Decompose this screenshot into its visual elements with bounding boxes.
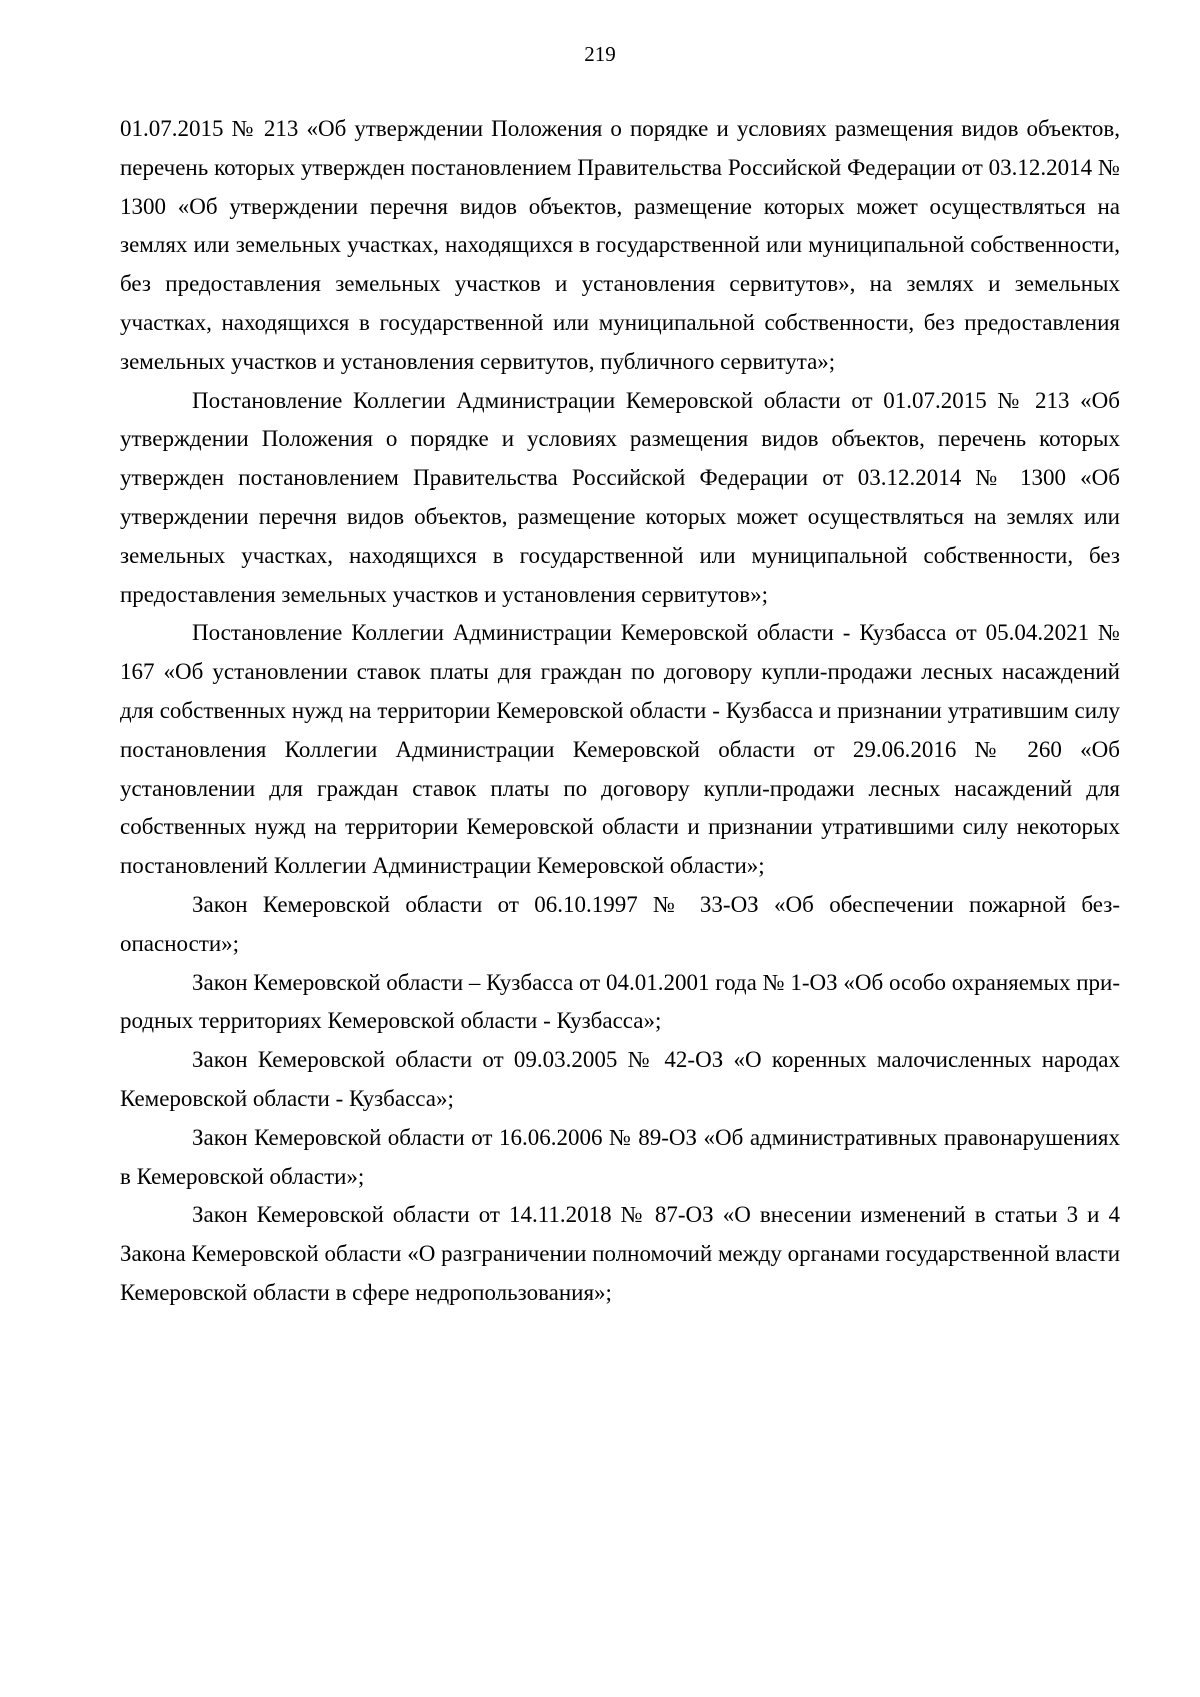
paragraph-law-89-oz: Закон Кемеровской области от 16.06.2006 № 89-ОЗ «Об административных правонарушениях в Кемеровской области»; <box>120 1124 1120 1189</box>
paragraph-law-87-oz: Закон Кемеровской области от 14.11.2018 № 87-ОЗ «О внесении изменений в статьи 3 и 4 Закона Кемеровской области «О разграничении полномочий между органами государственной власти Кемеровской области в сфере недропользования»; <box>120 1202 1120 1305</box>
paragraph-law-1-oz: Закон Кемеровской области – Кузбасса от 04.01.2001 года № 1-ОЗ «Об особо охраняемых при-родных территориях Кемеровской области - Кузбасса»; <box>120 969 1120 1034</box>
page-number: 219 <box>584 42 616 66</box>
paragraph-resolution-213: Постановление Коллегии Администрации Кемеровской области от 01.07.2015 № 213 «Об утверждении Положения о порядке и условиях размещения видов объектов, перечень которых утвержден постановлением Правительства Российской Федерации от 03.12.2014 № 1300 «Об утверждении перечня видов объектов, размещение которых может осуществляться на землях или земельных участках, находящихся в государственной или муниципальной собственности, без предоставления земельных участков и установления сервитутов»; <box>120 387 1120 607</box>
document-body <box>120 110 1120 1313</box>
paragraph-law-33-oz: Закон Кемеровской области от 06.10.1997 № 33-ОЗ «Об обеспечении пожарной безопасности»; <box>120 891 1120 956</box>
paragraph-continuation: 01.07.2015 № 213 «Об утверждении Положения о порядке и условиях размещения видов объектов, перечень которых утвержден постановлением Правительства Российской Федерации от 03.12.2014 № 1300 «Об утверждении перечня видов объектов, размещение которых может осуществляться на землях или земельных участках, находящихся в государственной или муниципальной собственности, без предоставления земельных участков и установления сервитутов», на землях и земельных участках, находящихся в государственной или муниципальной собственности, без предоставления земельных участков и установления сервитутов, публичного сервитута»; <box>120 116 1120 374</box>
paragraph-resolution-167: Постановление Коллегии Администрации Кемеровской области - Кузбасса от 05.04.2021 № 167 «Об установлении ставок платы для граждан по договору купли-продажи лесных насаждений для собственных нужд на территории Кемеровской области - Кузбасса и признании утратившим силу постановления Коллегии Администрации Кемеровской области от 29.06.2016 № 260 «Об установлении для граждан ставок платы по договору купли-продажи лесных насаждений для собственных нужд на территории Кемеровской области и признании утратившими силу некоторых постановлений Коллегии Администрации Кемеровской области»; <box>120 620 1120 879</box>
paragraph-law-42-oz: Закон Кемеровской области от 09.03.2005 № 42-ОЗ «О коренных малочисленных народах Кемеровской области - Кузбасса»; <box>120 1047 1120 1111</box>
